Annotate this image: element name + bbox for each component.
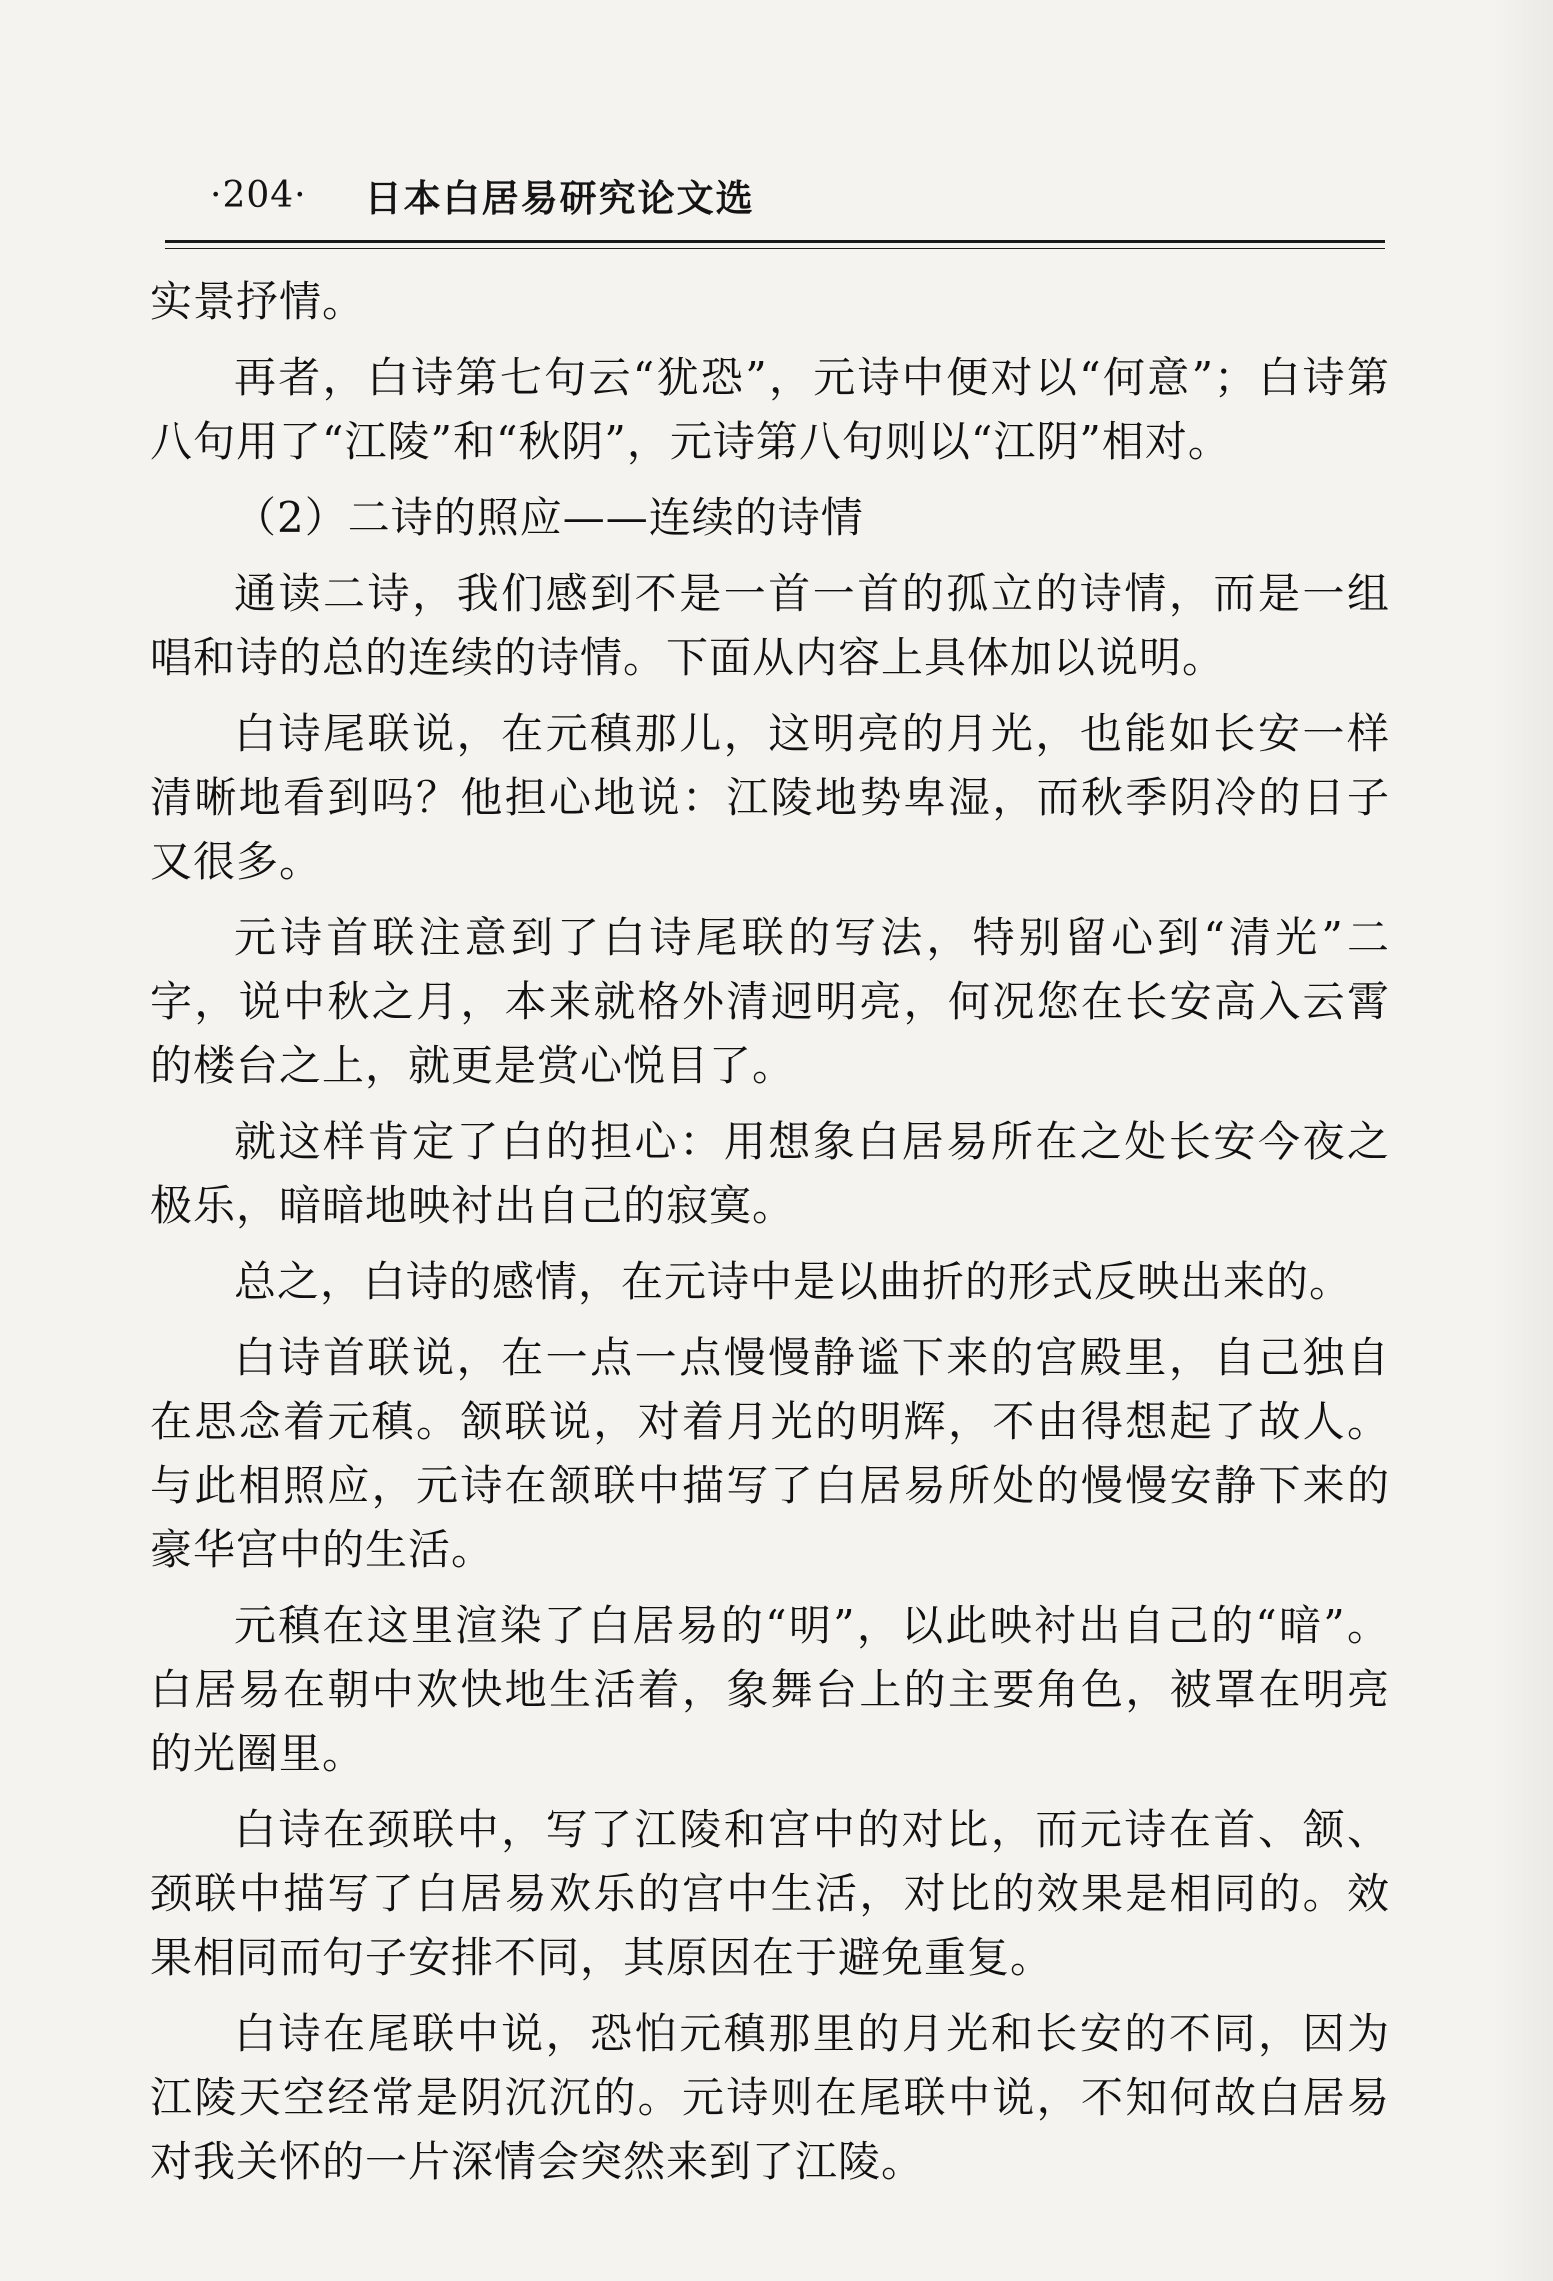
paragraph: 白诗在尾联中说，恐怕元稹那里的月光和长安的不同，因为江陵天空经常是阴沉沉的。元诗则在尾联中说，不知何故白居易对我关怀的一片深情会突然来到了江陵。 (150, 2009, 1390, 2186)
page-number: ·204· (210, 174, 307, 216)
paragraph: 就这样肯定了白的担心：用想象白居易所在之处长安今夜之极乐，暗暗地映衬出自己的寂寞。 (150, 1117, 1390, 1230)
paragraph: 白诗首联说，在一点一点慢慢静谧下来的宫殿里，自己独自在思念着元稹。颔联说，对着月光的明辉，不由得想起了故人。与此相照应，元诗在颔联中描写了白居易所处的慢慢安静下来的豪华宫中的生活。 (150, 1333, 1390, 1574)
section-heading: （2）二诗的照应——连续的诗情 (234, 493, 864, 542)
paragraph: 元诗首联注意到了白诗尾联的写法，特别留心到“清光”二字，说中秋之月，本来就格外清迥明亮，何况您在长安高入云霄的楼台之上，就更是赏心悦目了。 (150, 913, 1390, 1090)
paragraph: 通读二诗，我们感到不是一首一首的孤立的诗情，而是一组唱和诗的总的连续的诗情。下面从内容上具体加以说明。 (150, 569, 1390, 682)
paragraph: 白诗在颈联中，写了江陵和宫中的对比，而元诗在首、颔、颈联中描写了白居易欢乐的宫中生活，对比的效果是相同的。效果相同而句子安排不同，其原因在于避免重复。 (150, 1805, 1390, 1982)
paragraph: 总之，白诗的感情，在元诗中是以曲折的形式反映出来的。 (234, 1257, 1353, 1306)
paragraph: 元稹在这里渲染了白居易的“明”，以此映衬出自己的“暗”。白居易在朝中欢快地生活着，象舞台上的主要角色，被罩在明亮的光圈里。 (150, 1601, 1390, 1778)
paragraph: 白诗尾联说，在元稹那儿，这明亮的月光，也能如长安一样清晰地看到吗？他担心地说：江陵地势卑湿，而秋季阴冷的日子又很多。 (150, 709, 1390, 886)
header-rule (165, 240, 1385, 249)
running-header (210, 160, 1390, 230)
body-text (150, 270, 1390, 2206)
book-title: 日本白居易研究论文选 (364, 177, 755, 220)
paragraph-continuation: 实景抒情。 (150, 277, 366, 326)
paragraph: 再者，白诗第七句云“犹恐”，元诗中便对以“何意”；白诗第八句用了“江陵”和“秋阴”，元诗第八句则以“江阴”相对。 (150, 353, 1390, 466)
